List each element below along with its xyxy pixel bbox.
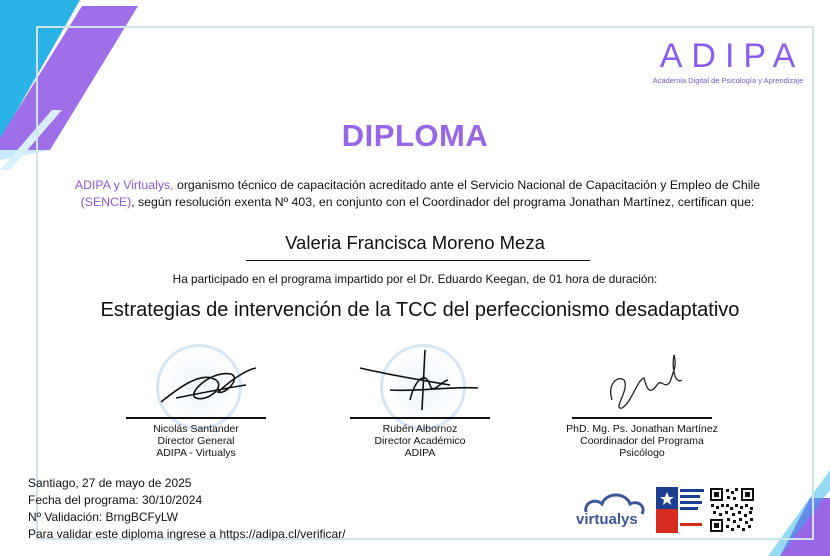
gobierno-de-chile-logo [656, 487, 706, 533]
signatory-role: Coordinador del Programa [580, 435, 704, 448]
signatory-role: Director Académico [374, 435, 466, 448]
signatory-1-text [106, 423, 286, 460]
logo-tagline: Academia Digital de Psicología y Aprendizaje [652, 76, 804, 85]
adipa-logo [648, 38, 808, 85]
recipient-name: Valeria Francisca Moreno Meza [285, 232, 545, 253]
signatory-name: Nicolás Santander [153, 423, 239, 435]
signatory-name: PhD. Mg. Ps. Jonathan Martínez [566, 423, 718, 435]
logo-wordmark: ADIPA [659, 37, 805, 75]
program-date: Fecha del programa: 30/10/2024 [28, 493, 203, 507]
signature-line [350, 417, 490, 419]
signatory-org: ADIPA [404, 447, 436, 460]
signature-1 [106, 340, 286, 420]
intro-text-2: , según resolución exenta Nº 403, en conjunto con el Coordinador del programa Jonathan Martínez, certifican que: [131, 195, 755, 209]
signatory-org: Psicólogo [619, 447, 665, 460]
signatory-org: ADIPA - Virtualys [156, 447, 236, 460]
intro-sence: (SENCE) [80, 195, 132, 209]
footer-info [28, 475, 346, 543]
signature-3 [552, 340, 732, 420]
signatory-3-text [552, 423, 732, 460]
diploma-title: DIPLOMA [341, 118, 489, 153]
recipient-underline [246, 260, 590, 261]
signature-line [126, 417, 266, 419]
qr-code [709, 487, 755, 533]
validation-code: Nº Validación: BrngBCFyLW [28, 510, 178, 524]
virtualys-wordmark: virtualys [576, 511, 638, 528]
place-date: Santiago, 27 de mayo de 2025 [28, 476, 192, 490]
participation-text: Ha participado en el programa impartido por el Dr. Eduardo Keegan, de 01 hora de duración: [172, 272, 658, 286]
intro-text-1: organismo técnico de capacitación acreditado ante el Servicio Nacional de Capacitación y Empleo de Chile [173, 178, 761, 192]
verify-link-text[interactable]: Para validar este diploma ingrese a https://adipa.cl/verificar/ [28, 527, 346, 541]
program-title: Estrategias de intervención de la TCC del perfeccionismo desadaptativo [100, 299, 740, 321]
signatory-name: Rubén Albornoz [382, 423, 458, 435]
signature-line [572, 417, 712, 419]
intro-org: ADIPA y Virtualys, [74, 178, 174, 192]
signatory-2-text [330, 423, 510, 460]
signature-2 [330, 340, 510, 420]
signatory-role: Director General [157, 435, 235, 448]
intro-paragraph [50, 177, 785, 211]
